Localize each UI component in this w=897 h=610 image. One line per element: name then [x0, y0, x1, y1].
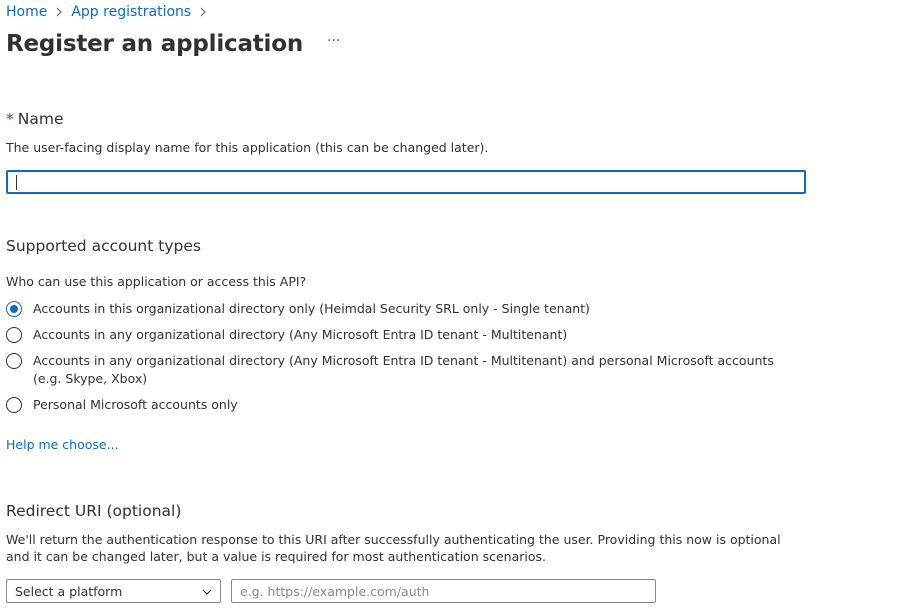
page-title: Register an application: [6, 31, 304, 57]
name-input[interactable]: [6, 170, 806, 194]
radio-button[interactable]: [6, 353, 22, 369]
platform-select[interactable]: [6, 579, 221, 603]
redirect-uri-input[interactable]: [231, 579, 656, 603]
radio-button[interactable]: [6, 327, 22, 343]
account-type-option-label: Accounts in any organizational directory (Any Microsoft Entra ID tenant - Multitenant) and personal Microsoft accounts (e.g. Skype, Xbox): [33, 353, 774, 386]
radio-button[interactable]: [6, 397, 22, 413]
redirect-uri-heading: Redirect URI (optional): [6, 502, 182, 520]
account-type-option-multitenant-personal[interactable]: [6, 352, 806, 388]
more-options-button[interactable]: ···: [327, 33, 341, 49]
title-row: [6, 31, 340, 57]
help-me-choose-link[interactable]: Help me choose...: [6, 437, 119, 452]
redirect-uri-description: We'll return the authentication response to this URI after successfully authenticating the user. Providing this now is optional and it can be changed later, but a value is required for most authentication scenarios.: [6, 532, 781, 564]
chevron-right-icon: [196, 5, 210, 19]
chevron-right-icon: [52, 5, 66, 19]
account-type-option-personal-only[interactable]: [6, 396, 806, 414]
name-heading-label: Name: [17, 110, 64, 128]
breadcrumb-home-link[interactable]: Home: [6, 4, 48, 20]
name-description: The user-facing display name for this application (this can be changed later).: [6, 140, 489, 155]
account-type-option-single-tenant[interactable]: [6, 300, 806, 318]
account-types-heading: Supported account types: [6, 237, 201, 255]
account-type-option-label: Personal Microsoft accounts only: [33, 397, 238, 412]
text-caret: [16, 175, 17, 190]
account-type-option-multitenant[interactable]: [6, 326, 806, 344]
breadcrumb: [6, 4, 215, 20]
breadcrumb-app-registrations-link[interactable]: App registrations: [71, 4, 192, 20]
account-type-option-label: Accounts in any organizational directory (Any Microsoft Entra ID tenant - Multitenant): [33, 327, 568, 342]
name-heading: [6, 110, 63, 128]
account-type-option-label: Accounts in this organizational directory only (Heimdal Security SRL only - Single tenant): [33, 301, 590, 316]
radio-button-selected[interactable]: [6, 301, 22, 317]
required-marker: *: [6, 110, 14, 128]
platform-select-value: Select a platform: [15, 584, 123, 599]
chevron-down-icon: [201, 586, 213, 598]
account-types-question: Who can use this application or access this API?: [6, 274, 307, 289]
